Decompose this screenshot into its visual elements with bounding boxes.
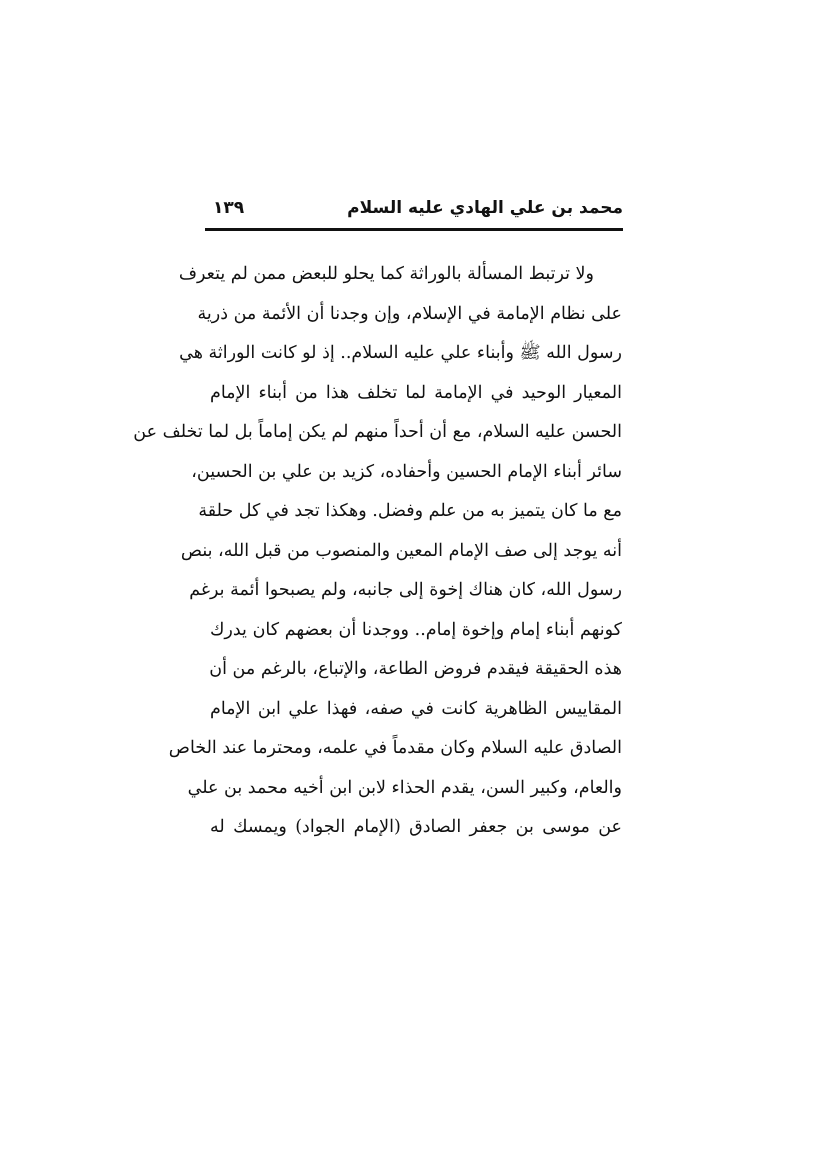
text-line: رسول الله، كان هناك إخوة إلى جانبه، ولم يصبحوا أئمة برغم [189,580,622,600]
text-line: الحسن عليه السلام، مع أن أحداً منهم لم يكن إماماً بل لما تخلف عن [133,422,622,442]
text-line: رسول الله ﷺ وأبناء علي عليه السلام.. إذ لو كانت الوراثة هي [179,343,622,363]
text-line: سائر أبناء الإمام الحسين وأحفاده، كزيد بن علي بن الحسين، [191,461,622,482]
text-line: الصادق عليه السلام وكان مقدماً في علمه، ومحترما عند الخاص [168,738,622,758]
text-line: هذه الحقيقة فيقدم فروض الطاعة، والإتباع، بالرغم من أن [209,659,622,679]
running-header [205,196,623,231]
text-line: ولا ترتبط المسألة بالوراثة كما يحلو للبعض ممن لم يتعرف [178,264,594,284]
text-line: أنه يوجد إلى صف الإمام المعين والمنصوب من قبل الله، بنص [180,540,622,561]
text-line: والعام، وكبير السن، يقدم الحذاء لابن ابن أخيه محمد بن علي [187,777,622,798]
text-line: المعيار الوحيد في الإمامة لما تخلف هذا من أبناء الإمام [210,382,622,403]
body-text [133,255,622,848]
text-line: عن موسى بن جعفر الصادق (الإمام الجواد) ويمسك له [210,817,622,837]
text-line: المقاييس الظاهرية كانت في صفه، فهذا علي ابن الإمام [210,698,622,719]
text-line: مع ما كان يتميز به من علم وفضل. وهكذا تجد في كل حلقة [198,501,622,521]
text-line: على نظام الإمامة في الإسلام، وإن وجدنا أن الأئمة من ذرية [197,303,622,324]
chapter-title: محمد بن علي الهادي عليه السلام [347,198,623,218]
page-number: ١٣٩ [213,198,245,218]
text-line: كونهم أبناء إمام وإخوة إمام.. ووجدنا أن بعضهم كان يدرك [210,619,622,640]
